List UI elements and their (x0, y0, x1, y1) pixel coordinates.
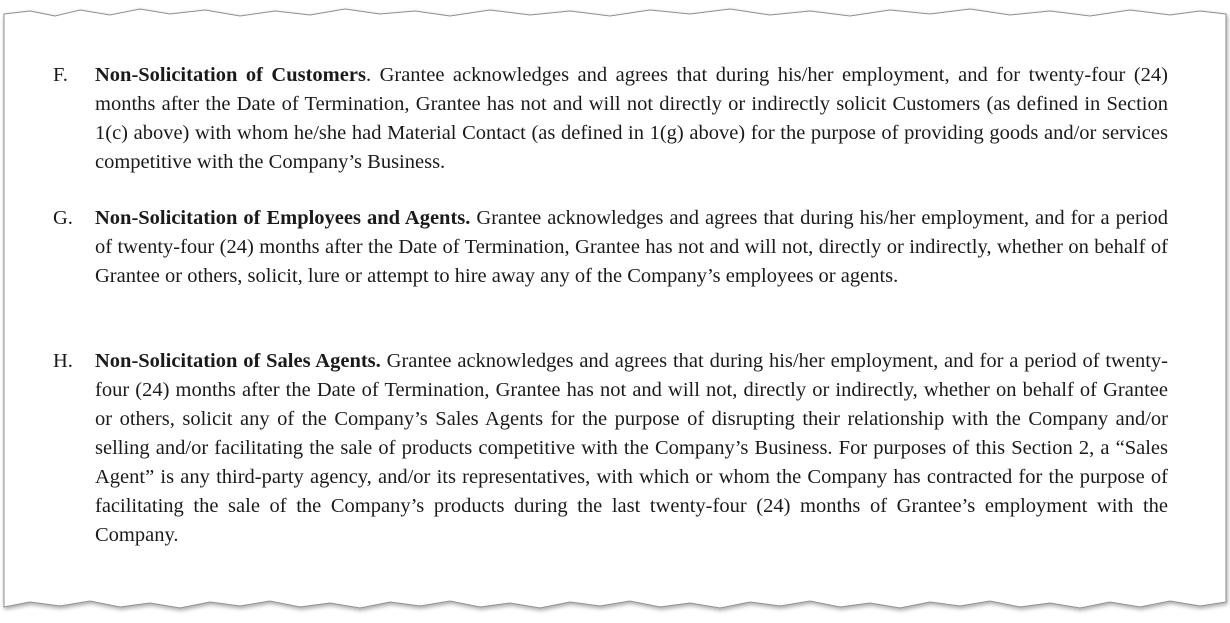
clause-body (95, 204, 1168, 291)
clause-body (95, 347, 1168, 550)
clause-letter: F. (53, 64, 68, 86)
clause-letter: H. (53, 350, 73, 372)
clause-text: Grantee acknowledges and agrees that during his/her employment, and for a period of twenty-four (24) months after the Date of Termination, Grantee has not and will not, directly or indirectly, whether on behalf of Grantee or others, solicit any of the Company’s Sales Agents for the purpose of disrupting their relationship with the Company and/or selling and/or facilitating the sale of products competitive with the Company’s Business. For purposes of this Section 2, a “Sales Agent” is any third-party agency, and/or its representatives, with which or whom the Company has contracted for the purpose of facilitating the sale of the Company’s products during the last twenty-four (24) months of Grantee’s employment with the Company. (95, 350, 1168, 546)
clause-body (95, 61, 1168, 177)
clause-heading: Non-Solicitation of Employees and Agents. (95, 207, 471, 229)
clause-text: Grantee acknowledges and agrees that during his/her employment, and for a period of twenty-four (24) months after the Date of Termination, Grantee has not and will not, directly or indirectly, whether on behalf of Grantee or others, solicit, lure or attempt to hire away any of the Company’s employees or agents. (95, 207, 1168, 287)
clause-text: . Grantee acknowledges and agrees that during his/her employment, and for twenty-four (24) months after the Date of Termination, Grantee has not and will not directly or indirectly solicit Customers (as defined in Section 1(c) above) with whom he/she had Material Contact (as defined in 1(g) above) for the purpose of providing goods and/or services competitive with the Company’s Business. (95, 64, 1168, 173)
clause-heading: Non-Solicitation of Sales Agents. (95, 350, 381, 372)
clause-heading: Non-Solicitation of Customers (95, 64, 366, 86)
clause-letter: G. (53, 207, 73, 229)
